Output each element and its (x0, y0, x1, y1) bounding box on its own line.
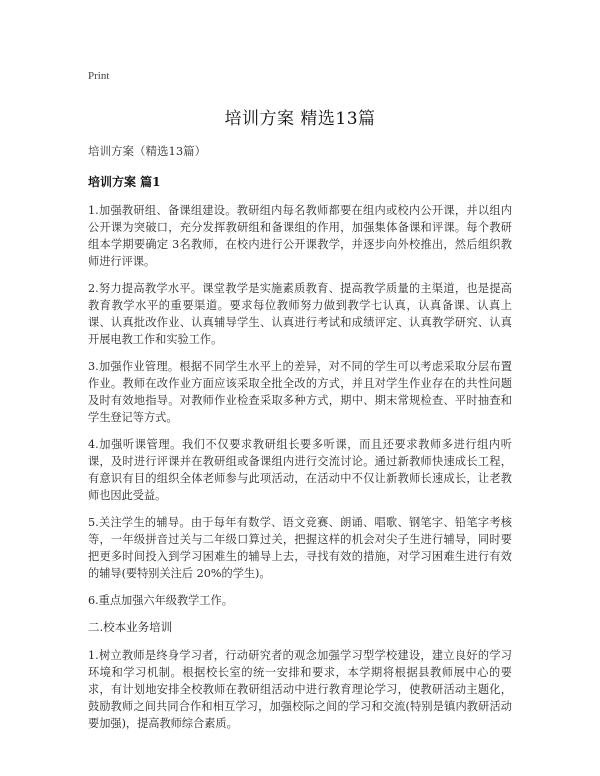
paragraph-2: 2.努力提高教学水平。课堂教学是实施素质教育、提高教学质量的主渠道，也是提高教育教学水平的重要渠道。要求每位教师努力做到教学七认真，认真备课、认真上课、认真批改作业、认真辅导学生、认真进行考试和成绩评定、认真教学研究、认真开展电教工作和实验工作。 (88, 282, 512, 347)
paragraph-4: 4.加强听课管理。我们不仅要求教研组长要多听课，而且还要求教师多进行组内听课，及时进行评课并在教研组或备课组内进行交流讨论。通过新教师快速成长工程，有意识有目的组织全体老师参与此项活动，在活动中不仅让新教师长速成长，让老教师也因此受益。 (88, 438, 512, 503)
print-label: Print (88, 70, 110, 82)
paragraph-1: 1.加强教研组、备课组建设。教研组内每名教师都要在组内或校内公开课，并以组内公开课为突破口，充分发挥教研组和备课组的作用，加强集体备课和评课。每个教研组本学期要确定 3名教师，在校内进行公开课教学，并逐步向外校推出，然后组织教师进行评课。 (88, 204, 512, 269)
paragraph-6: 6.重点加强六年级教学工作。 (88, 594, 233, 608)
paragraph-7: 1.树立教师是终身学习者，行动研究者的观念加强学习型学校建设，建立良好的学习环境和学习机制。根据校长室的统一安排和要求，本学期将根据县教师展中心的要求，有计划地安排全校教师在教研组活动中进行教育理论学习，使教研活动主题化，鼓励教师之间共同合作和相互学习，加强校际之间的学习和交流(特别是镇内教研活动要加强)，提高教师综合素质。 (88, 649, 512, 731)
document-subtitle: 培训方案（精选13篇） (88, 144, 207, 158)
paragraph-3: 3.加强作业管理。根据不同学生水平上的差异，对不同的学生可以考虑采取分层布置作业。教师在改作业方面应该采取全批全改的方式，并且对学生作业存在的共性问题及时有效地指导。对教师作业检查采取多种方式，期中、期末常规检查、平时抽查和学生登记等方式。 (88, 360, 512, 425)
section-heading-1: 培训方案 篇1 (88, 175, 161, 189)
page-title: 培训方案 精选13篇 (224, 109, 376, 129)
paragraph-5: 5.关注学生的辅导。由于每年有数学、语文竞赛、朗诵、唱歌、钢笔字、铅笔字考核等，一年级拼音过关与二年级口算过关，把握这样的机会对尖子生进行辅导，同时要把更多时间投入到学习困难生的辅导上去，寻找有效的措施，对学习困难生进行有效的辅导(要特别关注后 20%的学生)。 (88, 516, 512, 581)
section-heading-2: 二.校本业务培训 (88, 620, 173, 635)
